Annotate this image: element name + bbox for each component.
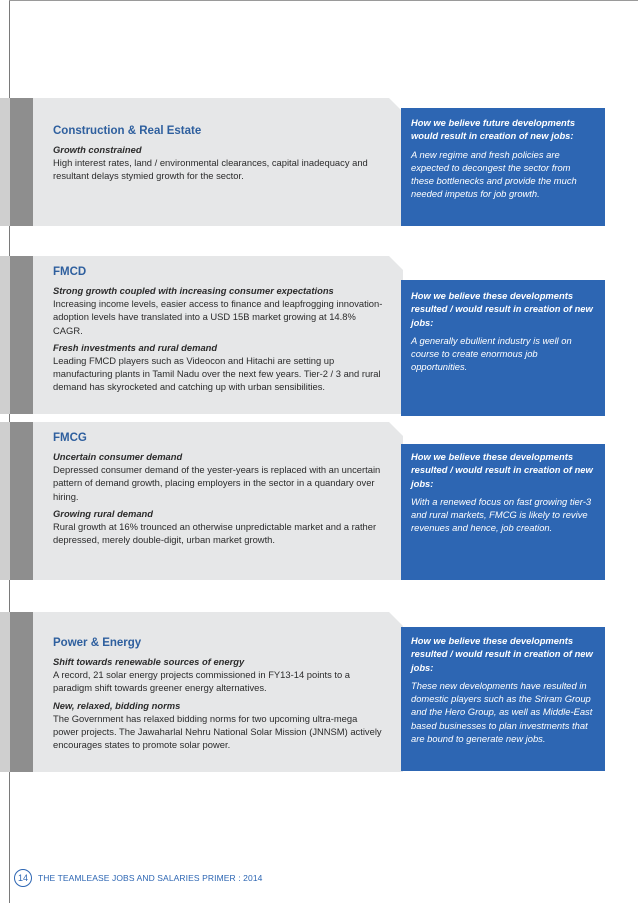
section-stub-light: [0, 256, 10, 414]
block-text: The Government has relaxed bidding norms for two upcoming ultra-mega power projects. The Jawaharlal Nehru National Solar Mission (JNNSM) actively encourages states to promote solar power.: [53, 712, 382, 751]
block-text: High interest rates, land / environmental clearances, capital inadequacy and resultant delays stymied growth for the sector.: [53, 157, 368, 182]
jobs-outlook-heading: How we believe these developments resulted / would result in creation of new jobs:: [411, 451, 593, 489]
block-heading: Growing rural demand: [53, 507, 154, 519]
section-stub-dark: [10, 98, 33, 226]
section-title: Construction & Real Estate: [53, 125, 202, 137]
block-text: Rural growth at 16% trounced an otherwise unpredictable market and a rather depressed, merely double-digit, urban market growth.: [53, 520, 377, 546]
section-stub-dark: [10, 612, 33, 772]
block-heading: Shift towards renewable sources of energy: [53, 656, 245, 667]
block-text: A record, 21 solar energy projects commissioned in FY13-14 points to a paradigm shift towards greener energy alternatives.: [53, 669, 351, 694]
block-heading: Uncertain consumer demand: [53, 451, 183, 462]
block-text: Increasing income levels, easier access to finance and leapfrogging innovation-adoption levels have translated into a USD 15B market growing at 14.8% CAGR.: [53, 298, 383, 336]
block-heading: Strong growth coupled with increasing consumer expectations: [53, 285, 334, 296]
jobs-outlook-box: [401, 108, 605, 226]
jobs-outlook-box: [401, 627, 605, 771]
jobs-outlook-text: These new developments have resulted in domestic players such as the Sriram Group and the Hero Group, as well as Middle-East based businesses to plan investments that are bound to generate new jobs.: [411, 679, 593, 745]
section-title: Power & Energy: [53, 637, 142, 649]
section-stub-dark: [10, 422, 33, 580]
footer-title: THE TEAMLEASE JOBS AND SALARIES PRIMER : 2014: [38, 873, 263, 883]
section-stub-light: [0, 422, 10, 580]
section-title: FMCD: [53, 266, 87, 278]
section-content: [53, 125, 383, 187]
jobs-outlook-text: A generally ebullient industry is well on course to create enormous job opportunities.: [411, 334, 572, 373]
section-title: FMCG: [53, 432, 87, 444]
jobs-outlook-box: [401, 444, 605, 580]
block-text: Leading FMCD players such as Videocon and Hitachi are setting up manufacturing plants in Tamil Nadu over the next few years. Tier-2 / 3 and rural demand has skyrocketed and catching up with urban sensibilities.: [53, 354, 381, 393]
page-frame-top-line: [9, 0, 638, 1]
section-stub-dark: [10, 256, 33, 414]
section-content: [53, 637, 383, 755]
section-stub-light: [0, 612, 10, 772]
jobs-outlook-text: With a renewed focus on fast growing tier-3 and rural markets, FMCG is likely to revive revenues and hence, job creation.: [411, 495, 592, 534]
section-stub-light: [0, 98, 10, 226]
jobs-outlook-heading: How we believe future developments would result in creation of new jobs:: [411, 117, 576, 142]
page-number: 14: [14, 869, 32, 887]
block-heading: Growth constrained: [53, 144, 142, 155]
page-footer: [14, 868, 262, 888]
section-content: [53, 266, 383, 398]
section-content: [53, 432, 383, 550]
jobs-outlook-heading: How we believe these developments resulted / would result in creation of new jobs:: [411, 635, 593, 673]
block-heading: New, relaxed, bidding norms: [53, 699, 181, 711]
jobs-outlook-heading: How we believe these developments resulted / would result in creation of new jobs:: [411, 290, 593, 328]
jobs-outlook-box: [401, 280, 605, 416]
block-heading: Fresh investments and rural demand: [53, 341, 218, 353]
block-text: Depressed consumer demand of the yester-years is replaced with an uncertain pattern of demand growth, placing employers in the sector in a quandary over hiring.: [53, 464, 381, 502]
jobs-outlook-text: A new regime and fresh policies are expected to decongest the sector from these bottlenecks and provide the much needed impetus for job growth.: [411, 148, 577, 200]
